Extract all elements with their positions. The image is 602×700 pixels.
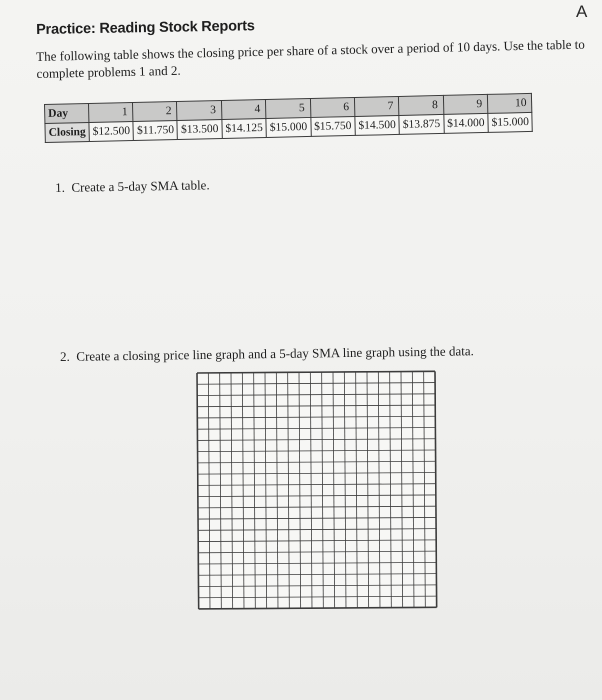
page-title: Practice: Reading Stock Reports [36, 18, 255, 38]
day-cell: 8 [399, 95, 444, 115]
intro-paragraph: The following table shows the closing price per share of a stock over a period of 10 days. Use the table to complete problems 1 and 2. [36, 36, 585, 81]
day-cell: 3 [177, 100, 222, 120]
graph-grid-area[interactable] [196, 370, 438, 610]
closing-price-cell: $14.500 [355, 115, 400, 135]
day-cell: 6 [310, 97, 355, 117]
day-cell: 10 [487, 93, 532, 113]
closing-row-label: Closing [45, 122, 89, 142]
day-cell: 9 [443, 94, 488, 114]
closing-price-cell: $13.500 [177, 119, 222, 139]
closing-price-cell: $15.000 [488, 112, 533, 132]
corner-letter: A [576, 2, 588, 21]
day-cell: 1 [89, 102, 134, 122]
problem-1 [55, 177, 210, 196]
problem-1-number: 1. [55, 179, 66, 195]
problem-2-text: Create a closing price line graph and a 5-day SMA line graph using the data. [76, 343, 474, 364]
day-cell: 4 [221, 99, 266, 119]
closing-price-cell: $14.000 [443, 113, 488, 133]
day-cell: 5 [266, 98, 311, 118]
closing-price-table [44, 93, 533, 143]
closing-price-cell: $14.125 [222, 118, 267, 138]
closing-price-cell: $12.500 [89, 121, 134, 141]
day-cell: 2 [133, 101, 177, 121]
problem-2-number: 2. [60, 348, 70, 364]
problem-1-text: Create a 5-day SMA table. [71, 177, 210, 195]
closing-price-cell: $15.000 [266, 117, 311, 137]
closing-price-cell: $11.750 [133, 120, 177, 140]
closing-price-cell: $13.875 [399, 114, 444, 134]
day-row-label: Day [45, 103, 89, 123]
day-cell: 7 [354, 96, 399, 116]
graph-paper-grid[interactable] [196, 370, 438, 610]
closing-price-cell: $15.750 [310, 116, 355, 136]
grid-background [197, 371, 437, 609]
problem-2 [60, 343, 474, 365]
